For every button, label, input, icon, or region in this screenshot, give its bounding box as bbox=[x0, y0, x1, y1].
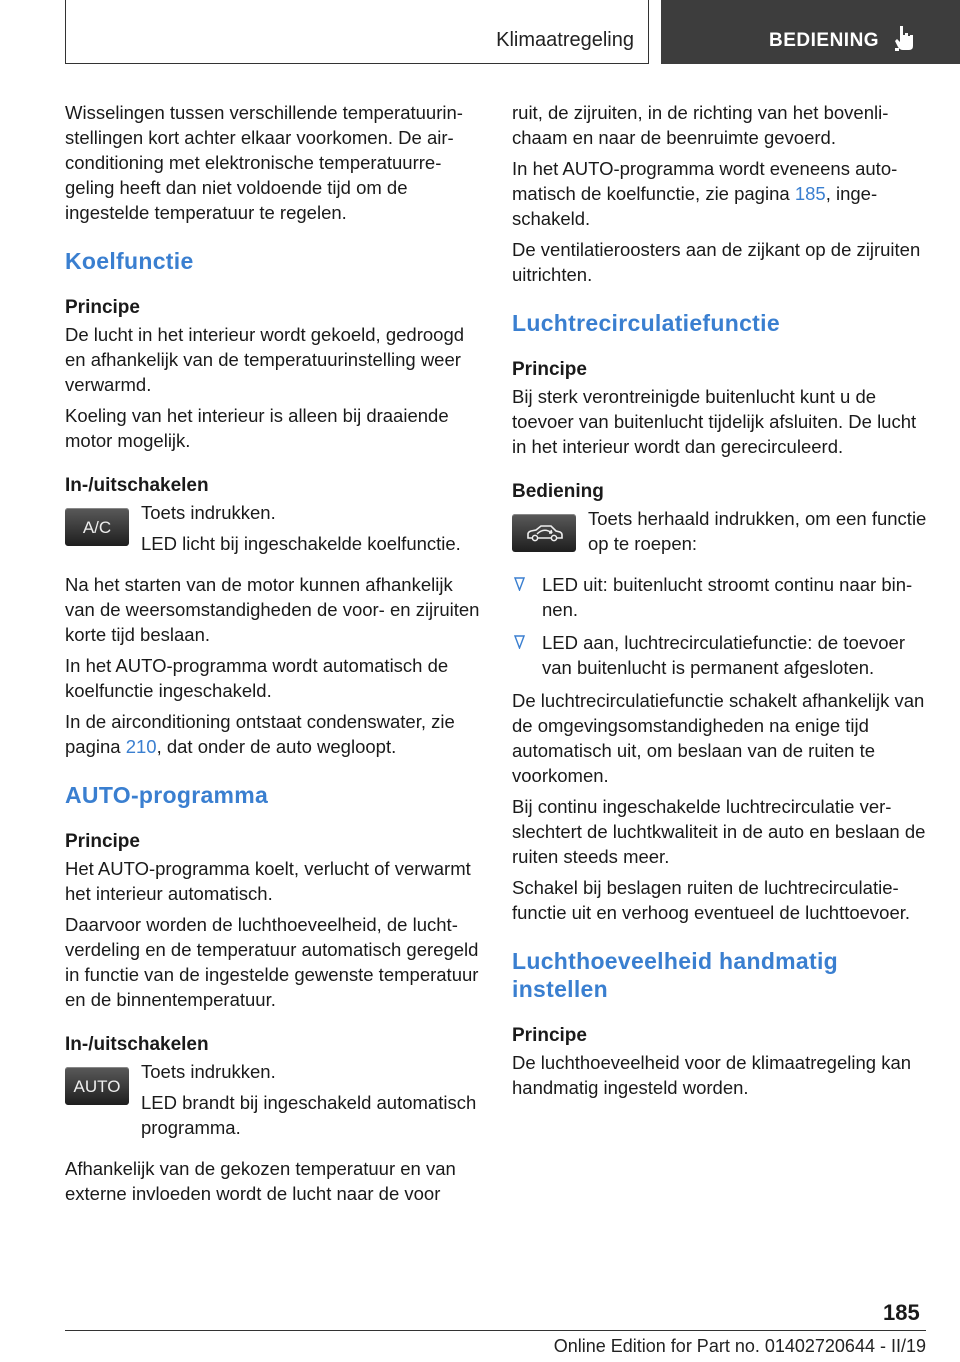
subheading-principe: Principe bbox=[65, 831, 140, 852]
paragraph: Daarvoor worden de luchthoeveelheid, de luchtverdeling en de temperatuur automatisch geregeld in functie van de ingestelde gewenste temperatuur en de binnentemperatuur. bbox=[65, 914, 479, 1010]
subheading-principe: Principe bbox=[65, 297, 140, 318]
paragraph: Schakel bij beslagen ruiten de luchtrecirculatiefunctie uit en verhoog eventueel de luchttoevoer. bbox=[512, 877, 911, 923]
paragraph: In het AUTO-programma wordt automatisch de koelfunctie ingeschakeld. bbox=[65, 655, 449, 701]
recirculation-car-icon bbox=[512, 514, 576, 552]
subheading-bediening: Bediening bbox=[512, 481, 604, 502]
paragraph: LED licht bij ingeschakelde koelfunctie. bbox=[141, 533, 461, 554]
paragraph: Na het starten van de motor kunnen afhankelijk van de weersomstandigheden de voor- en zijruiten korte tijd beslaan. bbox=[65, 574, 480, 645]
header-chapter-label: BEDIENING bbox=[769, 30, 880, 51]
header-chapter-tab bbox=[661, 0, 960, 64]
triangle-bullet-icon bbox=[514, 635, 525, 649]
subheading-principe: Principe bbox=[512, 1025, 587, 1046]
subheading-inuitschakelen: In-/uitschakelen bbox=[65, 1034, 209, 1055]
header-section-box bbox=[65, 0, 649, 64]
paragraph: Koeling van het interieur is alleen bij draaiende motor mogelijk. bbox=[65, 405, 449, 451]
paragraph: Het AUTO-programma koelt, verlucht of verwarmt het interieur automatisch. bbox=[65, 858, 471, 904]
subheading-inuitschakelen: In-/uitschakelen bbox=[65, 475, 209, 496]
option-list bbox=[512, 572, 928, 680]
edition-note: Online Edition for Part no. 01402720644 - II/19 bbox=[553, 1336, 926, 1356]
paragraph: De luchtrecirculatiefunctie schakelt afhankelijk van de omgevingsomstandigheden na enige tijd automatisch uit, om beslaan van de ruiten te voorkomen. bbox=[512, 690, 925, 786]
triangle-bullet-icon bbox=[514, 577, 525, 591]
page-header bbox=[0, 0, 960, 64]
auto-key-instruction bbox=[65, 1059, 481, 1140]
section-title-luchtrecirculatiefunctie: Luchtrecirculatiefunctie bbox=[512, 310, 780, 336]
intro-paragraph: Wisselingen tussen verschillende temperatuurinstellingen kort achter elkaar voorkomen. De airconditioning met elektronische temperatuurregeling heeft dan niet voldoende tijd om de ingestelde temperatuur te regelen. bbox=[65, 102, 463, 223]
paragraph: Toets indrukken. bbox=[141, 502, 276, 523]
paragraph: De ventilatieroosters aan de zijkant op de zijruiten uitrichten. bbox=[512, 239, 921, 285]
header-section-title: Klimaatregeling bbox=[496, 29, 634, 51]
ac-button-icon: A/C bbox=[65, 508, 129, 546]
ac-key-instruction bbox=[65, 500, 481, 556]
paragraph: In het AUTO-programma wordt eveneens automatisch de koelfunctie, zie pagina 185, ingeschakeld. bbox=[512, 158, 898, 229]
right-column bbox=[512, 100, 928, 1106]
paragraph: Toets indrukken. bbox=[141, 1061, 276, 1082]
page-link-210[interactable]: 210 bbox=[125, 736, 157, 757]
page-link-185[interactable]: 185 bbox=[794, 183, 826, 204]
paragraph: Afhankelijk van de gekozen temperatuur en van externe invloeden wordt de lucht naar de voor bbox=[65, 1158, 456, 1204]
paragraph: Bij continu ingeschakelde luchtrecirculatie verslechtert de luchtkwaliteit in de auto en beslaan de ruiten steeds meer. bbox=[512, 796, 926, 867]
recirculation-key-instruction bbox=[512, 506, 928, 556]
subheading-principe: Principe bbox=[512, 359, 587, 380]
paragraph: De luchthoeveelheid voor de klimaatregeling kan handmatig ingesteld worden. bbox=[512, 1052, 912, 1098]
page-number: 185 bbox=[883, 1300, 920, 1325]
paragraph: Toets herhaald indrukken, om een functie op te roepen: bbox=[588, 508, 927, 554]
section-title-luchthoeveelheid: Luchthoeveelheid handmatig instellen bbox=[512, 948, 839, 1002]
left-column bbox=[65, 100, 481, 1212]
list-item: LED aan, luchtrecirculatiefunctie: de toevoer van buitenlucht is permanent afgesloten. bbox=[512, 630, 928, 680]
section-title-auto-programma: AUTO-programma bbox=[65, 782, 269, 808]
pointing-hand-icon bbox=[893, 24, 917, 52]
paragraph: De lucht in het interieur wordt gekoeld, gedroogd en afhankelijk van de temperatuurinstelling weer verwarmd. bbox=[65, 324, 465, 395]
paragraph: ruit, de zijruiten, in de richting van het bovenlichaam en naar de beenruimte gevoerd. bbox=[512, 102, 889, 148]
auto-button-icon: AUTO bbox=[65, 1067, 129, 1105]
footer-divider bbox=[65, 1330, 926, 1331]
paragraph: In de airconditioning ontstaat condenswater, zie pagina 210, dat onder de auto wegloopt. bbox=[65, 711, 455, 757]
paragraph: LED brandt bij ingeschakeld automatisch programma. bbox=[141, 1092, 477, 1138]
section-title-koelfunctie: Koelfunctie bbox=[65, 248, 194, 274]
paragraph: Bij sterk verontreinigde buitenlucht kunt u de toevoer van buitenlucht tijdelijk afsluiten. De lucht in het interieur wordt dan gerecirculeerd. bbox=[512, 386, 917, 457]
list-item: LED uit: buitenlucht stroomt continu naar binnen. bbox=[512, 572, 928, 622]
